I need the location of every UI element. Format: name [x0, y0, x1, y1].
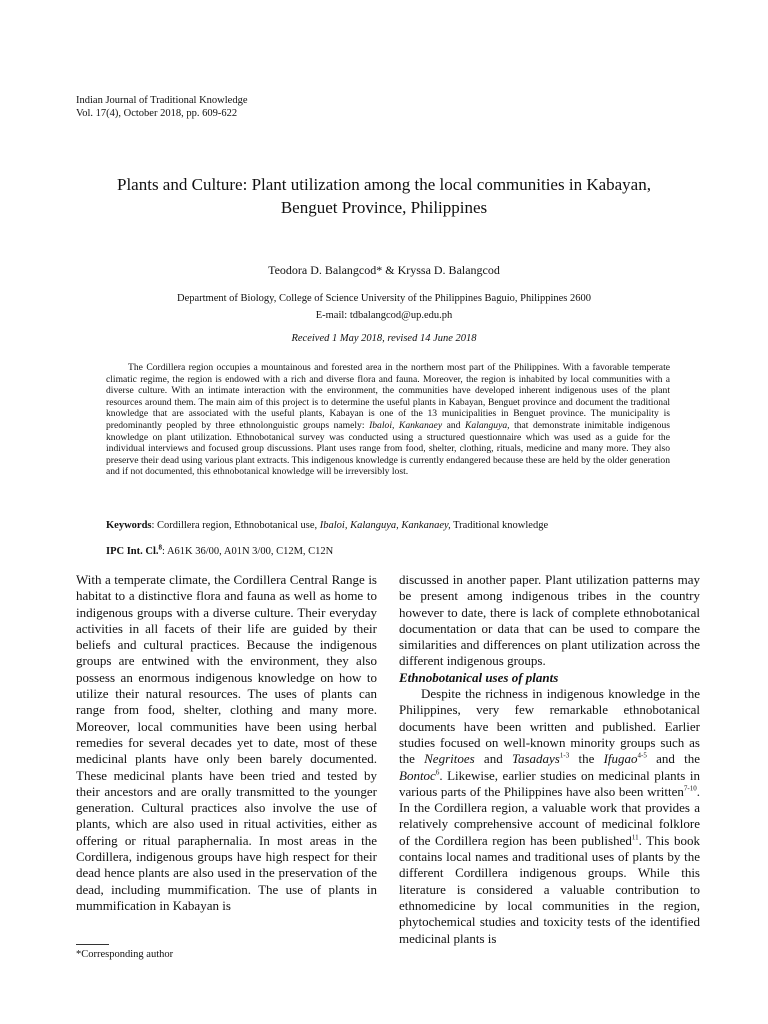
footnote: *Corresponding author	[76, 949, 174, 960]
para2-and: and	[474, 751, 512, 767]
abstract-groups: Ibaloi, Kankanaey	[369, 419, 443, 431]
abstract-kalanguya: Kalanguya,	[465, 419, 510, 431]
para2-andthe: and the	[646, 751, 700, 767]
negritoes: Negritoes	[424, 751, 475, 767]
ipc-value: : A61K 36/00, A01N 3/00, C12M, C12N	[162, 546, 334, 557]
affiliation: Department of Biology, College of Science University of the Philippines Baguio, Philippines 2600	[176, 293, 591, 304]
para2-text-a: Despite the richness in indigenous knowledge in the Philippines, very few remarkable ethnobotanical documents have been written and published. Earlier studies focused on well-known minority groups such as the	[399, 686, 700, 767]
right-column-para-2	[399, 686, 700, 947]
bontoc: Bontoc	[399, 767, 436, 783]
right-column	[399, 572, 700, 947]
ref-4-5: 4-5	[637, 751, 647, 760]
title-line-2: Benguet Province, Philippines	[280, 198, 488, 217]
ref-7-10: 7-10	[683, 784, 697, 793]
received-date: Received 1 May 2018, revised 14 June 2018	[291, 333, 477, 344]
para2-text-b: . Likewise, earlier studies on medicinal plants in various parts of the Philippines have also been written	[399, 767, 700, 799]
keywords	[106, 520, 706, 531]
footnote-divider	[76, 944, 109, 945]
ipc-label: IPC Int. Cl.	[106, 546, 159, 557]
section-heading: Ethnobotanical uses of plants	[399, 669, 559, 685]
abstract-text-1: The Cordillera region occupies a mountainous and forested area in the northern most part of the Philippines. With a favorable temperate climatic regime, the region is endowed with a rich and diverse flora and fauna. Moreover, the region is inhabited by local communities with a diverse culture. With an intimate interaction with the environment, the communities have developed inherent indigenous uses of the plant resources around them. The main aim of this project is to determine the useful plants in Kabayan, Benguet province and document the traditional knowledge that are associated with the useful plants, Kabayan is one of the 13 municipalities in Benguet province. The municipality is predominantly peopled by three ethnolonguistic groups namely:	[106, 362, 670, 431]
affiliation-block	[0, 290, 768, 324]
ipc-sup: 8	[158, 543, 163, 552]
left-column-text: With a temperate climate, the Cordillera Central Range is habitat to a distinctive flora and fauna as well as home to indigenous groups with a diverse culture. Their everyday activities in all facets of their life are guided by their beliefs and cultural practices. Because the indigenous groups are entwined with the environment, they also possess an enormous indigenous knowledge on how to utilize their natural resources. The uses of plants can range from food, shelter, clothing and many more. Moreover, local communities have been using herbal remedies for several decades yet to date, most of these medicinal plants have only been barely documented. These medicinal plants have been tried and tested by their ancestors and are orally transmitted to the younger generation. Cultural practices also involve the use of plants, which are also used in ritual activities, either as offering or ritual paraphernalia. In most areas in the Cordillera, indigenous groups have high respect for their dead hence plants are also used in the preservation of the dead, including mummification. The use of plants in mummification in Kabayan is	[76, 572, 377, 913]
ref-11: 11	[631, 833, 639, 842]
keywords-tail: Traditional knowledge	[450, 520, 549, 531]
para2-text-c: . In the Cordillera region, a valuable work that provides a relatively comprehensive account of medicinal folklore of the Cordillera region has been published	[399, 783, 700, 848]
abstract	[106, 362, 670, 478]
keywords-plain: : Cordillera region, Ethnobotanical use,	[151, 520, 320, 531]
ref-6: 6	[435, 768, 440, 777]
keywords-italic: Ibaloi, Kalanguya, Kankanaey,	[319, 520, 451, 531]
email: E-mail: tdbalangcod@up.edu.ph	[315, 310, 453, 321]
abstract-text-2: that demonstrate inimitable indigenous knowledge on plant utilization. Ethnobotanical survey was conducted using a structured questionnaire which was used as a guide for the individual interviews and focused group discussions. Plant uses range from food, shelter, clothing, rituals, medicine and many more. They also preserve their dead using various plant extracts. This indigenous knowledge is currently endangered because these are held by the older generation and if not documented, this ethnobotanical knowledge will be irreversibly lost.	[106, 419, 670, 478]
journal-volume: Vol. 17(4), October 2018, pp. 609-622	[76, 108, 238, 119]
authors: Teodora D. Balangcod* & Kryssa D. Balangcod	[268, 263, 500, 277]
ipc-classification	[106, 543, 706, 557]
abstract-and: and	[442, 419, 466, 431]
ifugao: Ifugao	[603, 751, 638, 767]
paper-title	[60, 173, 708, 219]
para2-text-d: . This book contains local names and traditional uses of plants by the different Cordillera indigenous groups. While this literature is considered a valuable contribution to ethnomedicine by local communities in the region, phytochemical studies and toxicity tests of the identified medicinal plants is	[399, 832, 700, 946]
journal-header	[76, 94, 247, 120]
ref-1-3: 1-3	[559, 751, 570, 760]
right-column-para-1: discussed in another paper. Plant utilization patterns may be present among indigenous tribes in the country however to date, there is lack of complete ethnobotanical documentation or data that can be used to compare the similarities and differences on plant utilization across the different indigenous groups.	[399, 572, 700, 669]
keywords-label: Keywords	[106, 520, 152, 531]
tasadays: Tasadays	[511, 751, 560, 767]
para2-the: the	[569, 751, 604, 767]
title-line-1: Plants and Culture: Plant utilization among the local communities in Kabayan,	[117, 175, 651, 194]
journal-name: Indian Journal of Traditional Knowledge	[76, 95, 248, 106]
